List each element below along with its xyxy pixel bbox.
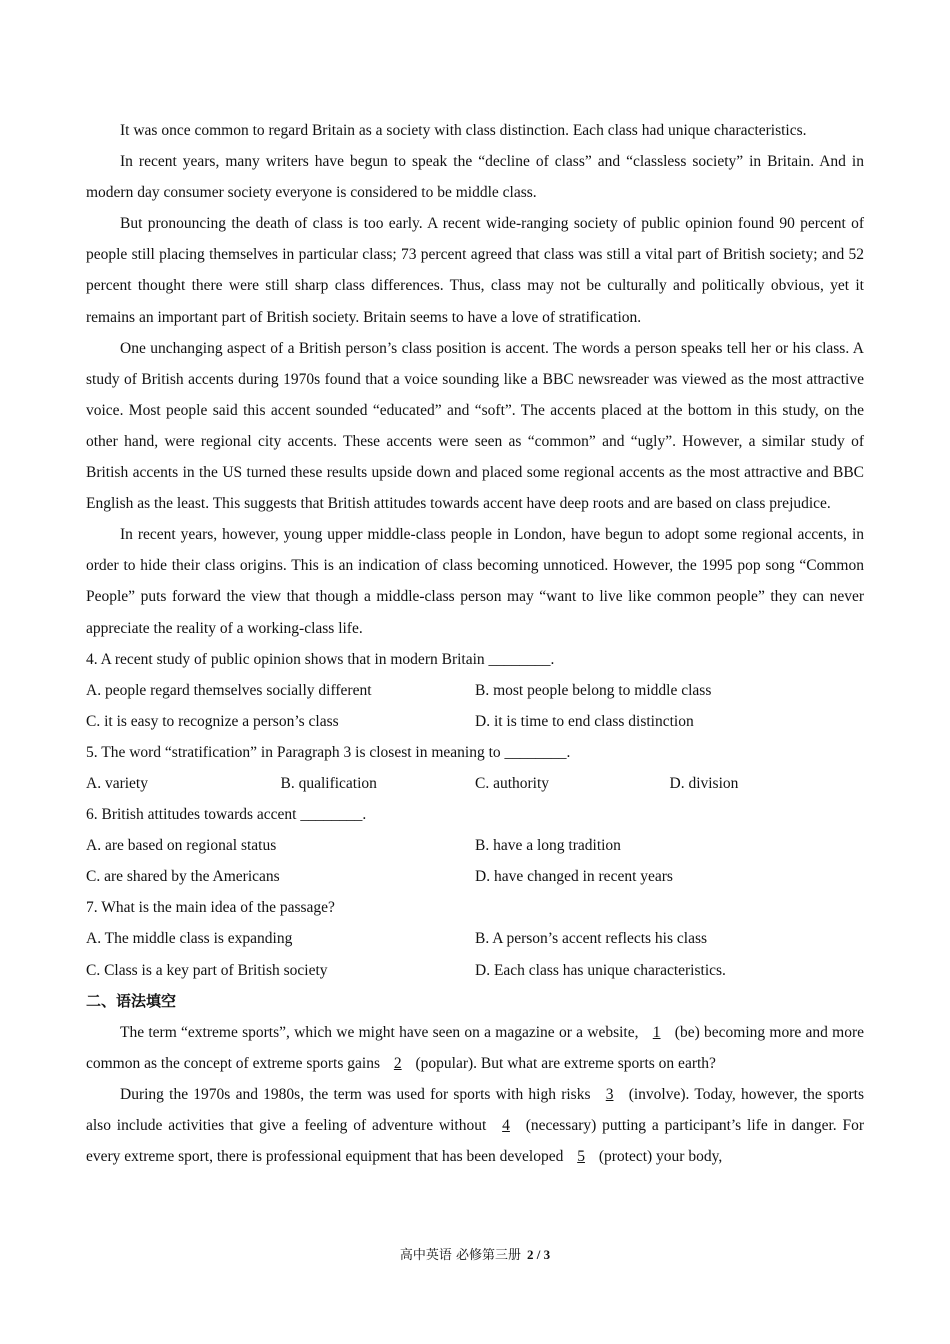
- option-d: D. have changed in recent years: [475, 868, 673, 886]
- question-stem: 4. A recent study of public opinion shows that in modern Britain ________.: [86, 650, 555, 668]
- footer-title: 高中英语 必修第三册: [399, 1248, 521, 1263]
- question-5: [86, 737, 864, 799]
- option-c: C. it is easy to recognize a person’s class: [86, 712, 339, 730]
- cloze-text: (involve). Today, however, the sports also include activities that give a feeling of adventure without: [86, 1085, 864, 1134]
- option-a: A. The middle class is expanding: [86, 930, 293, 948]
- option-row: [86, 923, 864, 954]
- document-content: [86, 115, 864, 1172]
- option-c: C. are shared by the Americans: [86, 868, 280, 886]
- option-d: D. division: [669, 774, 739, 792]
- cloze-text: (popular). But what are extreme sports on earth?: [411, 1054, 716, 1072]
- blank-5: 5: [577, 1148, 585, 1166]
- option-row: [86, 706, 864, 737]
- blank-1: 1: [652, 1023, 661, 1041]
- option-a: A. variety: [86, 774, 148, 792]
- section-heading: 二、语法填空: [86, 991, 177, 1010]
- cloze-text: (protect) your body,: [594, 1148, 723, 1166]
- option-row: [86, 675, 864, 706]
- cloze-paragraph-1: [86, 1017, 864, 1079]
- passage-paragraph-5: In recent years, however, young upper middle-class people in London, have begun to adopt some regional accents, in order to hide their class origins. This is an indication of class becoming unnoticed. However, the 1995 pop song “Common People” puts forward the view that though a middle-class person may “want to live like common people” they can never appreciate the reality of a working-class life.: [86, 526, 864, 637]
- option-b: B. most people belong to middle class: [475, 681, 712, 699]
- page-number: 2 / 3: [527, 1247, 551, 1262]
- option-a: A. people regard themselves socially different: [86, 681, 372, 699]
- option-b: B. A person’s accent reflects his class: [475, 930, 708, 948]
- option-c: C. Class is a key part of British society: [86, 961, 328, 979]
- question-4: [86, 644, 864, 737]
- blank-2: 2: [393, 1054, 402, 1072]
- passage-paragraph-1: It was once common to regard Britain as a society with class distinction. Each class had unique characteristics.: [120, 122, 807, 139]
- option-b: B. qualification: [280, 774, 377, 792]
- page-footer: [0, 1244, 950, 1263]
- passage-paragraph-2: In recent years, many writers have begun to speak the “decline of class” and “classless society” in Britain. And in modern day consumer society everyone is considered to be middle class.: [86, 153, 864, 202]
- cloze-text: (necessary) putting a participant’s life in danger. For every extreme sport, there is professional equipment that has been developed: [86, 1117, 864, 1166]
- passage-paragraph-3: But pronouncing the death of class is too early. A recent wide-ranging society of public opinion found 90 percent of people still placing themselves in particular class; 73 percent agreed that class was still a vital part of British society; and 52 percent thought there were still sharp class differences. Thus, class may not be culturally and politically obvious, yet it remains an important part of British society. Britain seems to have a love of stratification.: [86, 215, 864, 326]
- cloze-paragraph-2: [86, 1079, 864, 1172]
- cloze-text: During the 1970s and 1980s, the term was used for sports with high risks: [120, 1085, 596, 1103]
- option-c: C. authority: [475, 774, 550, 792]
- question-stem: 7. What is the main idea of the passage?: [86, 899, 335, 917]
- cloze-text: (be) becoming more and more common as the concept of extreme sports gains: [86, 1023, 864, 1072]
- option-row: [86, 830, 864, 861]
- question-7: [86, 892, 864, 985]
- option-d: D. Each class has unique characteristics.: [475, 961, 726, 979]
- option-a: A. are based on regional status: [86, 837, 277, 855]
- option-d: D. it is time to end class distinction: [475, 712, 694, 730]
- question-stem: 6. British attitudes towards accent ________.: [86, 806, 367, 824]
- question-stem: 5. The word “stratification” in Paragraph 3 is closest in meaning to ________.: [86, 743, 571, 761]
- cloze-text: The term “extreme sports”, which we might have seen on a magazine or a website,: [120, 1023, 643, 1041]
- option-b: B. have a long tradition: [475, 837, 621, 855]
- option-row: [86, 955, 864, 986]
- option-row: [86, 768, 864, 799]
- question-6: [86, 799, 864, 892]
- passage-paragraph-4: One unchanging aspect of a British person’s class position is accent. The words a person speaks tell her or his class. A study of British accents during 1970s found that a voice sounding like a BBC newsreader was viewed as the most attractive voice. Most people said this accent sounded “educated” and “soft”. The accents placed at the bottom in this study, on the other hand, were regional city accents. These accents were seen as “common” and “ugly”. However, a similar study of British accents in the US turned these results upside down and placed some regional accents as the most attractive and BBC English as the least. This suggests that British attitudes towards accent have deep roots and are based on class prejudice.: [86, 339, 864, 513]
- blank-4: 4: [502, 1117, 510, 1134]
- option-row: [86, 861, 864, 892]
- blank-3: 3: [605, 1085, 614, 1103]
